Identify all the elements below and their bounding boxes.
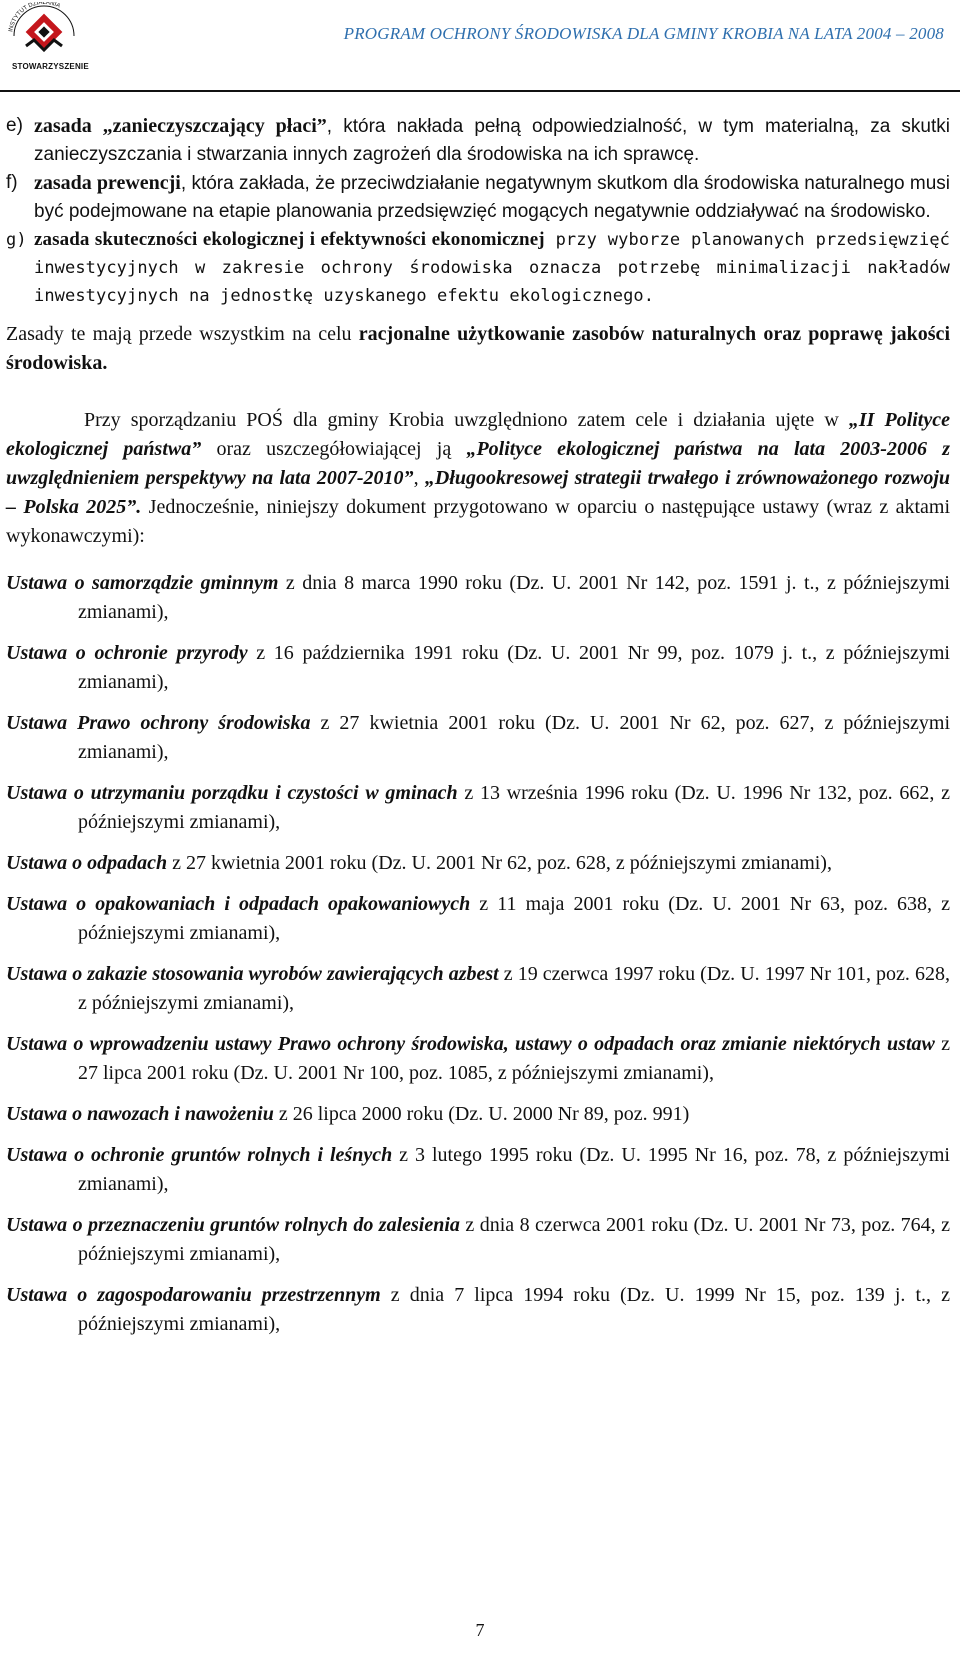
law-item — [6, 1100, 950, 1129]
logo-emblem-icon — [4, 2, 92, 62]
intro-text-3: , — [413, 467, 425, 489]
principle-text: , która nakłada pełną odpowiedzialność, w tym materialną, za skutki zanieczyszczania i stwarzania innych zagrożeń dla środowiska na ich sprawcę. — [34, 116, 950, 165]
law-item — [6, 890, 950, 948]
intro-paragraph — [6, 406, 950, 551]
svg-text:INSTYTUT DZIAŁANIA: INSTYTUT DZIAŁANIA — [8, 2, 61, 33]
law-title: Ustawa o utrzymaniu porządku i czystości w gminach — [6, 782, 458, 804]
summary-text: Zasady te mają przede wszystkim na celu — [6, 323, 359, 345]
law-title: Ustawa o przeznaczeniu gruntów rolnych do zalesienia — [6, 1214, 460, 1236]
principle-item-g — [6, 226, 950, 310]
law-details: z 11 maja 2001 roku (Dz. U. 2001 Nr 63, poz. 638, z późniejszymi zmianami), — [78, 893, 950, 944]
header-divider — [0, 90, 960, 92]
law-title: Ustawa o zakazie stosowania wyrobów zawierających azbest — [6, 963, 499, 985]
page-header — [0, 0, 960, 96]
principle-name: zasada skuteczności ekologicznej i efektywności ekonomicznej — [34, 229, 545, 250]
law-details: z 19 czerwca 1997 roku (Dz. U. 1997 Nr 101, poz. 628, z późniejszymi zmianami), — [78, 963, 950, 1014]
law-details: z 27 kwietnia 2001 roku (Dz. U. 2001 Nr 62, poz. 628, z późniejszymi zmianami), — [167, 852, 832, 874]
document-header-title: PROGRAM OCHRONY ŚRODOWISKA DLA GMINY KROBIA NA LATA 2004 – 2008 — [343, 24, 944, 43]
policy-title-2: „Polityce ekologicznej państwa na lata 2003-2006 z uwzględnieniem perspektywy na lata 2007-2010” — [6, 438, 950, 489]
list-marker: f) — [6, 172, 18, 193]
principles-summary — [6, 320, 950, 378]
principle-text: , która zakłada, że przeciwdziałanie negatywnym skutkom dla środowiska naturalnego musi być podejmowane na etapie planowania przedsięwzięć mogących negatywnie oddziaływać na środowisko. — [34, 173, 950, 222]
policy-title-1: „II Polityce ekologicznej państwa” — [6, 409, 950, 460]
law-item — [6, 709, 950, 767]
law-title: Ustawa o opakowaniach i odpadach opakowaniowych — [6, 893, 471, 915]
intro-text-4: Jednocześnie, niniejszy dokument przygotowano w oparciu o następujące ustawy (wraz z aktami wykonawczymi): — [6, 496, 950, 547]
law-item — [6, 960, 950, 1018]
page-body — [6, 112, 950, 1351]
law-item — [6, 639, 950, 697]
law-details: z 3 lutego 1995 roku (Dz. U. 1995 Nr 16, poz. 78, z późniejszymi zmianami), — [78, 1144, 950, 1195]
law-title: Ustawa o ochronie gruntów rolnych i leśnych — [6, 1144, 393, 1166]
intro-text-1: Przy sporządzaniu POŚ dla gminy Krobia uwzględniono zatem cele i działania ujęte w — [84, 409, 849, 431]
association-logo — [4, 2, 92, 74]
law-item — [6, 1211, 950, 1269]
principle-name: zasada „zanieczyszczający płaci” — [34, 115, 327, 137]
law-title: Ustawa o wprowadzeniu ustawy Prawo ochrony środowiska, ustawy o odpadach oraz zmianie niektórych ustaw — [6, 1033, 935, 1055]
law-title: Ustawa Prawo ochrony środowiska — [6, 712, 311, 734]
law-details: z dnia 7 lipca 1994 roku (Dz. U. 1999 Nr 15, poz. 139 j. t., z późniejszymi zmianami), — [78, 1284, 950, 1335]
intro-text-2: oraz uszczegółowiającej ją — [201, 438, 467, 460]
law-item — [6, 1030, 950, 1088]
list-marker: g) — [6, 230, 27, 250]
law-title: Ustawa o odpadach — [6, 852, 168, 874]
policy-title-3: „Długookresowej strategii trwałego i zrównoważonego rozwoju – Polska 2025”. — [6, 467, 951, 518]
law-title: Ustawa o nawozach i nawożeniu — [6, 1103, 274, 1125]
principle-name: zasada prewencji — [34, 172, 181, 194]
law-item — [6, 1141, 950, 1199]
law-item — [6, 779, 950, 837]
law-title: Ustawa o samorządzie gminnym — [6, 572, 279, 594]
law-details: z 27 lipca 2001 roku (Dz. U. 2001 Nr 100, poz. 1085, z późniejszymi zmianami), — [78, 1033, 950, 1084]
law-item — [6, 849, 950, 878]
page-number: 7 — [475, 1620, 485, 1640]
law-details: z dnia 8 marca 1990 roku (Dz. U. 2001 Nr 142, poz. 1591 j. t., z późniejszymi zmianami), — [78, 572, 950, 623]
law-title: Ustawa o zagospodarowaniu przestrzennym — [6, 1284, 381, 1306]
law-details: z 13 września 1996 roku (Dz. U. 1996 Nr 132, poz. 662, z późniejszymi zmianami), — [78, 782, 950, 833]
principle-item-f — [6, 169, 950, 226]
law-details: z 16 października 1991 roku (Dz. U. 2001 Nr 99, poz. 1079 j. t., z późniejszymi zmianami), — [78, 642, 950, 693]
logo-caption: STOWARZYSZENIE — [12, 62, 89, 71]
law-item — [6, 1281, 950, 1339]
law-title: Ustawa o ochronie przyrody — [6, 642, 248, 664]
summary-emphasis: racjonalne użytkowanie zasobów naturalnych oraz poprawę jakości środowiska. — [6, 323, 950, 374]
law-details: z dnia 8 czerwca 2001 roku (Dz. U. 2001 Nr 73, poz. 764, z późniejszymi zmianami), — [78, 1214, 950, 1265]
law-item — [6, 569, 950, 627]
principle-item-e — [6, 112, 950, 169]
law-details: z 26 lipca 2000 roku (Dz. U. 2000 Nr 89, poz. 991) — [273, 1103, 690, 1125]
law-list — [6, 569, 950, 1339]
principle-text: przy wyborze planowanych przedsięwzięć inwestycyjnych w zakresie ochrony środowiska oznacza potrzebę minimalizacji nakładów inwestycyjnych na jednostkę uzyskanego efektu ekologicznego. — [34, 230, 950, 306]
law-details: z 27 kwietnia 2001 roku (Dz. U. 2001 Nr 62, poz. 627, z późniejszymi zmianami), — [78, 712, 950, 763]
list-marker: e) — [6, 115, 23, 136]
